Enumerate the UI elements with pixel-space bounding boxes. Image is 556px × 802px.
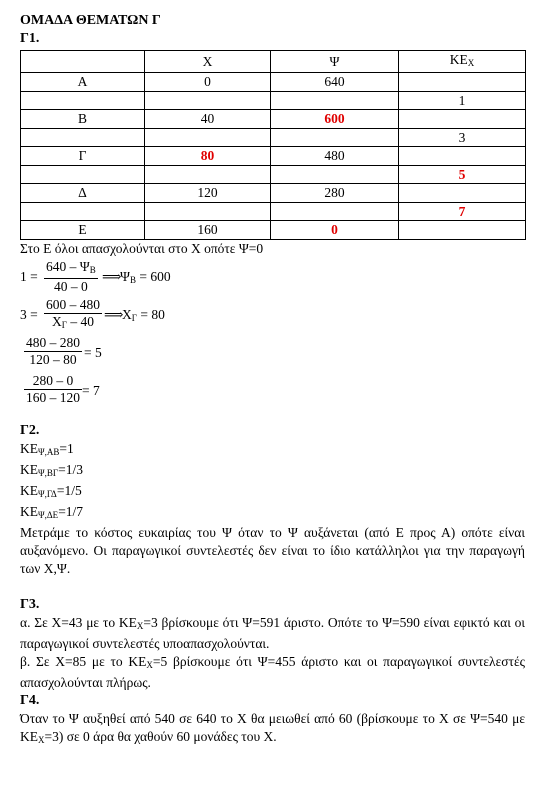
- ppf-table: [20, 50, 526, 240]
- eq4-rhs: = 7: [82, 382, 100, 398]
- table-cell: [271, 91, 399, 110]
- table-row: [21, 73, 526, 92]
- header-cell: X: [145, 51, 271, 73]
- table-cell: A: [21, 73, 145, 92]
- table-row: [21, 202, 526, 221]
- arrow-icon: ⟹: [104, 306, 124, 322]
- equation-3: [20, 334, 525, 372]
- section-g1-heading: Γ1.: [20, 31, 40, 46]
- table-cell: [145, 91, 271, 110]
- table-cell: [399, 221, 526, 240]
- table-row: [21, 221, 526, 240]
- section-g3-heading: Γ3.: [20, 596, 40, 612]
- table-cell: 40: [145, 110, 271, 129]
- section-g2-heading: Γ2.: [20, 422, 40, 438]
- table-cell: 280: [271, 184, 399, 203]
- table-cell: [145, 202, 271, 221]
- g1-note: Στο Ε όλοι απασχολούνται στο Χ οπότε Ψ=0: [20, 240, 264, 256]
- arrow-icon: ⟹: [102, 268, 122, 284]
- table-cell: [145, 128, 271, 147]
- table-cell: Γ: [21, 147, 145, 166]
- table-cell: [399, 110, 526, 129]
- eq3-rhs: = 5: [84, 344, 102, 360]
- eq2-rhs: $X_\Gamma = 80$: [122, 306, 165, 323]
- table-cell: [399, 147, 526, 166]
- table-cell: 120: [145, 184, 271, 203]
- table-cell: [271, 128, 399, 147]
- g3-part-a: α. Σε Χ=43 με το $KE_X=3$ βρίσκουμε ότι Ψ=591 άριστο. Οπότε το Ψ=590 είναι εφικτό και οι παραγωγικοί συντελεστές υποαπασχολούνται.: [20, 614, 525, 651]
- table-cell: [21, 128, 145, 147]
- equation-1: [20, 258, 525, 296]
- eq2-fraction: $\frac{600 - 480}{X_\Gamma - 40}$: [46, 296, 100, 330]
- document-page: [20, 12, 525, 749]
- table-cell: [21, 91, 145, 110]
- eq3-fraction: $\frac{480 - 280}{120 - 80}$: [26, 334, 80, 367]
- g2-line: $KE_{\Psi,B\Gamma}=1/3$: [20, 461, 83, 478]
- table-cell: [21, 202, 145, 221]
- table-header-row: [21, 51, 526, 73]
- table-cell: 0: [145, 73, 271, 92]
- table-row: [21, 165, 526, 184]
- table-row: [21, 128, 526, 147]
- table-cell: E: [21, 221, 145, 240]
- table-cell: 1: [399, 91, 526, 110]
- table-cell: Δ: [21, 184, 145, 203]
- table-cell-answer: 80: [145, 147, 271, 166]
- table-row: [21, 91, 526, 110]
- g2-line: $KE_{\Psi,\Delta E}=1/7$: [20, 503, 84, 520]
- section-g4-heading: Γ4.: [20, 692, 40, 708]
- table-cell: 480: [271, 147, 399, 166]
- table-cell: [399, 184, 526, 203]
- table-cell-answer: 7: [399, 202, 526, 221]
- g2-line: $KE_{\Psi,AB}=1$: [20, 440, 74, 457]
- equation-2: [20, 296, 525, 334]
- table-cell-answer: 0: [271, 221, 399, 240]
- table-cell: 3: [399, 128, 526, 147]
- g3-part-b: β. Σε Χ=85 με το $KE_X=5$ βρίσκουμε ότι Ψ=455 άριστο και οι παραγωγικοί συντελεστές απασχολούνται πλήρως.: [20, 653, 525, 690]
- table-cell: [399, 73, 526, 92]
- table-row: [21, 110, 526, 129]
- header-cell-ke: $KE_X$: [399, 51, 526, 73]
- g2-paragraph: Μετράμε το κόστος ευκαιρίας του Ψ όταν το Ψ αυξάνεται (από Ε προς Α) οπότε είναι αυξανόμενο. Οι παραγωγικοί συντελεστές δεν είναι το ίδιο κατάλληλοι για την παραγωγή των Χ,Ψ.: [20, 524, 525, 576]
- table-cell: B: [21, 110, 145, 129]
- table-cell: [271, 202, 399, 221]
- g2-line: $KE_{\Psi,\Gamma\Delta}=1/5$: [20, 482, 82, 499]
- header-cell: [21, 51, 145, 73]
- eq1-fraction: $\frac{640 - \Psi_B}{40 - 0}$: [46, 258, 96, 294]
- document-title: ΟΜΑΔΑ ΘΕΜΑΤΩΝ Γ: [20, 13, 161, 28]
- table-cell: [21, 165, 145, 184]
- table-cell: [145, 165, 271, 184]
- table-cell: 640: [271, 73, 399, 92]
- table-row: [21, 147, 526, 166]
- table-cell-answer: 5: [399, 165, 526, 184]
- eq1-lhs: 1 =: [20, 268, 38, 284]
- table-cell-answer: 600: [271, 110, 399, 129]
- table-row: [21, 184, 526, 203]
- header-cell: Ψ: [271, 51, 399, 73]
- eq4-fraction: $\frac{280 - 0}{160 - 120}$: [26, 372, 80, 405]
- eq2-lhs: 3 =: [20, 306, 38, 322]
- equation-4: [20, 372, 525, 410]
- eq1-rhs: $\Psi_B = 600$: [120, 268, 171, 285]
- g4-paragraph: Όταν το Ψ αυξηθεί από 540 σε 640 το Χ θα μειωθεί από 60 (βρίσκουμε το Χ σε Ψ=540 με $KE_X=3$) σε 0 άρα θα χαθούν 60 μονάδες του Χ.: [20, 710, 525, 745]
- table-cell: 160: [145, 221, 271, 240]
- table-cell: [271, 165, 399, 184]
